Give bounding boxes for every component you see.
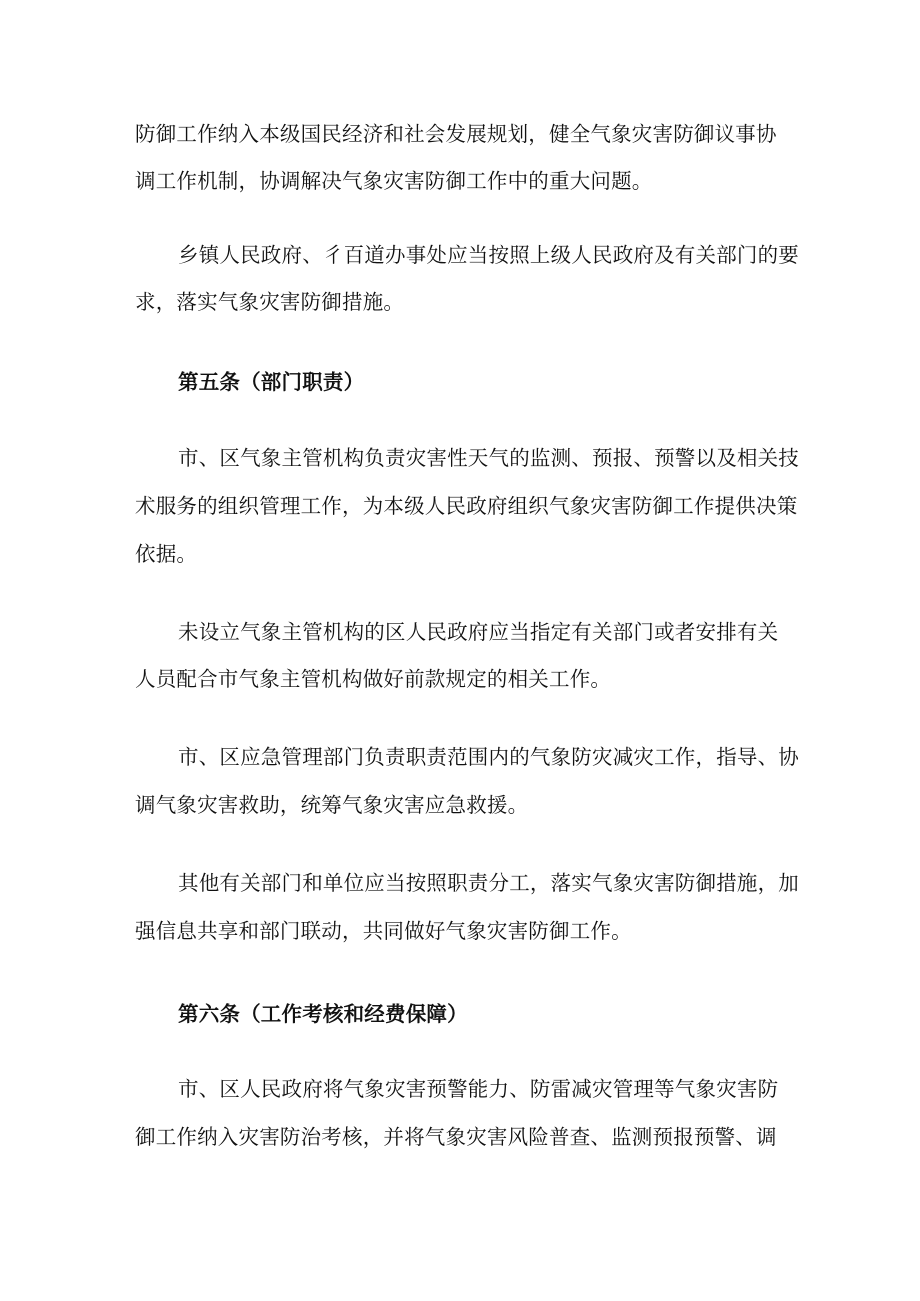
paragraph-line: 市、区气象主管机构负责灾害性天气的监测、预报、预警以及相关技 — [178, 446, 799, 470]
paragraph-line: 术服务的组织管理工作，为本级人民政府组织气象灾害防御工作提供决策 — [135, 494, 798, 518]
paragraph-line: 防御工作纳入本级国民经济和社会发展规划，健全气象灾害防御议事协 — [135, 122, 777, 146]
paragraph-line: 市、区人民政府将气象灾害预警能力、防雷减灾管理等气象灾害防 — [178, 1077, 779, 1101]
section-heading: 第六条（工作考核和经费保障） — [178, 1002, 468, 1026]
paragraph-line: 依据。 — [135, 542, 198, 566]
paragraph-line: 人员配合市气象主管机构做好前款规定的相关工作。 — [135, 667, 612, 691]
paragraph-line: 御工作纳入灾害防治考核，并将气象灾害风险普查、监测预报预警、调 — [135, 1125, 777, 1149]
paragraph-line: 乡镇人民政府、彳百道办事处应当按照上级人民政府及有关部门的要 — [178, 243, 799, 267]
paragraph-line: 调气象灾害救助，统筹气象灾害应急救援。 — [135, 793, 529, 817]
paragraph-line: 未设立气象主管机构的区人民政府应当指定有关部门或者安排有关 — [178, 620, 779, 644]
paragraph-line: 求，落实气象灾害防御措施。 — [135, 290, 405, 314]
paragraph-line: 其他有关部门和单位应当按照职责分工，落实气象灾害防御措施，加 — [178, 871, 799, 895]
section-heading: 第五条（部门职责） — [178, 370, 365, 394]
paragraph-line: 调工作机制，协调解决气象灾害防御工作中的重大问题。 — [135, 169, 653, 193]
paragraph-line: 市、区应急管理部门负责职责范围内的气象防灾减灾工作，指导、协 — [178, 745, 799, 769]
paragraph-line: 强信息共享和部门联动，共同做好气象灾害防御工作。 — [135, 919, 632, 943]
